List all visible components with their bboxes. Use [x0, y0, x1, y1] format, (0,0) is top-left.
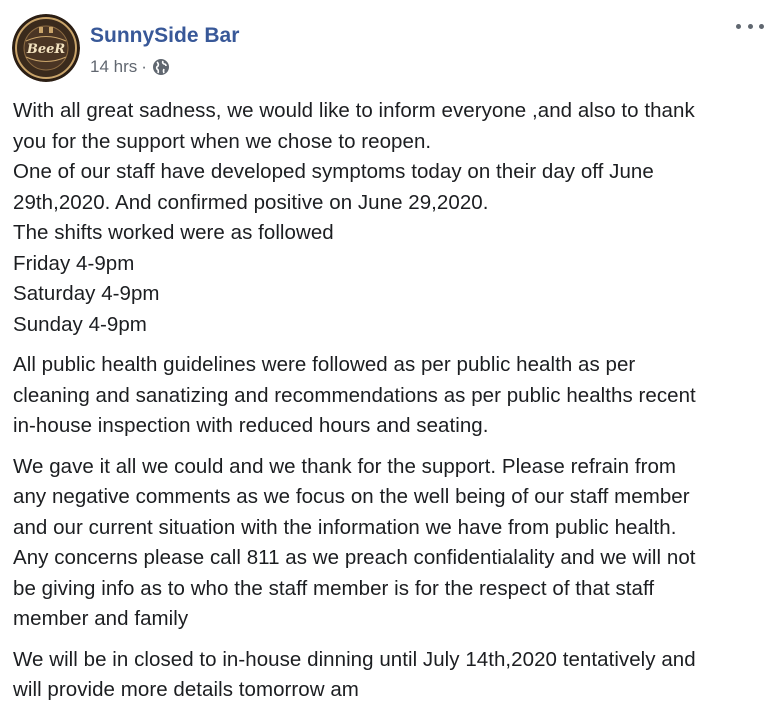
meta-separator: ·	[141, 57, 147, 76]
post-paragraph	[13, 350, 773, 442]
post-text-line: any negative comments as we focus on the well being of our staff member	[13, 485, 690, 508]
post-message	[13, 96, 773, 706]
post-text-line: Sunday 4-9pm	[13, 312, 147, 336]
post-header	[12, 14, 768, 84]
avatar-logo-text: BeeR	[26, 42, 66, 57]
post-text-line: We will be in closed to in-house dinning until July 14th,2020 tentatively and	[13, 647, 696, 671]
post-text-line: With all great sadness, we would like to inform everyone ,and also to thank	[13, 99, 695, 122]
post-text-line: We gave it all we could and we thank for the support. Please refrain from	[13, 454, 677, 478]
post-text-line: The shifts worked were as followed	[13, 221, 334, 244]
post-text-line: 29th,2020. And confirmed positive on June 29,2020.	[13, 190, 489, 214]
post-meta	[90, 57, 170, 77]
post-text-line: Saturday 4-9pm	[13, 282, 160, 305]
post-text-line: you for the support when we chose to reopen.	[13, 129, 432, 153]
globe-icon[interactable]	[152, 58, 170, 76]
more-options-icon[interactable]	[736, 18, 764, 34]
post-paragraph	[13, 96, 773, 340]
post-text-line: All public health guidelines were followed as per public health as per	[13, 353, 636, 376]
post-text-line: Any concerns please call 811 as we preach confidentialality and we will not	[13, 546, 696, 569]
post-text-line: cleaning and sanatizing and recommendations as per public healths recent	[13, 383, 696, 407]
post-text-line: member and family	[13, 607, 189, 630]
post-paragraph	[13, 645, 773, 706]
beer-logo-icon	[12, 14, 80, 82]
post-text-line: in-house inspection with reduced hours and seating.	[13, 414, 489, 437]
post-text-line: be giving info as to who the staff member is for the respect of that staff	[13, 576, 655, 600]
post-text-line: Friday 4-9pm	[13, 251, 135, 275]
post-text-line: One of our staff have developed symptoms today on their day off June	[13, 160, 654, 183]
post-timestamp[interactable]: 14 hrs	[90, 57, 138, 76]
post-text-line: will provide more details tomorrow am	[13, 678, 359, 701]
post-text-line: and our current situation with the information we have from public health.	[13, 515, 677, 539]
post-paragraph	[13, 452, 773, 635]
page-avatar[interactable]	[12, 14, 80, 82]
page-name-link[interactable]: SunnySide Bar	[90, 24, 240, 47]
